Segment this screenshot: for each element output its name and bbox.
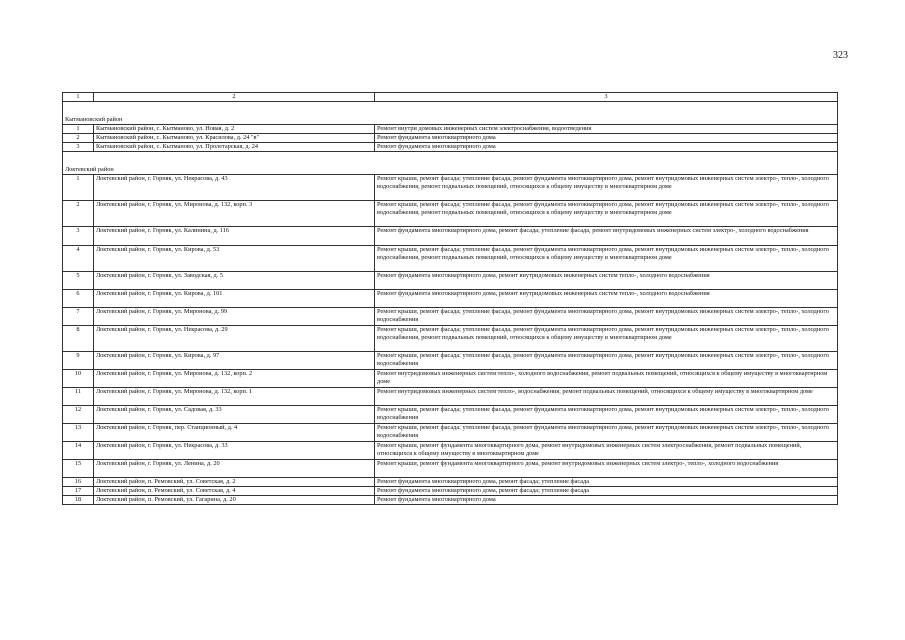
row-works: Ремонт фундамента многоквартирного дома, ремонт фасада; утепление фасада <box>375 487 838 496</box>
table-row <box>63 487 838 496</box>
table-row <box>63 424 838 442</box>
table-row <box>63 143 838 152</box>
row-works: Ремонт фундамента многоквартирного дома, ремонт внутридомовых инженерных систем тепло-, холодного водоснабжения <box>375 272 838 290</box>
row-address: Локтевский район, г. Горняк, ул. Кирова, д. 97 <box>94 352 375 370</box>
table-row <box>63 370 838 388</box>
row-number: 16 <box>63 478 94 487</box>
row-number: 10 <box>63 370 94 388</box>
row-address: Кытмановский район, с. Кытманово, ул. Красилова, д. 24 "в" <box>94 134 375 143</box>
row-number: 15 <box>63 460 94 478</box>
row-address: Кытмановский район, с. Кытманово, ул. Новая, д. 2 <box>94 125 375 134</box>
table-row <box>63 496 838 505</box>
header-col-3: 3 <box>375 93 838 102</box>
row-works: Ремонт крыши, ремонт фасада; утепление фасада, ремонт фундамента многоквартирного дома, ремонт внутридомовых инженерных систем электро-, тепло-, холодного водоснабжения, ремонт подвальных помещений, относящихся к общему имуществу в многоквартирном доме <box>375 175 838 201</box>
row-address: Локтевский район, г. Горняк, ул. Миронова, д. 132, корп. 2 <box>94 370 375 388</box>
row-number: 14 <box>63 442 94 460</box>
section-title: Локтевский район <box>63 152 838 175</box>
row-address: Локтевский район, г. Горняк, ул. Калинина, д. 116 <box>94 227 375 246</box>
section-title: Кытмановский район <box>63 102 838 125</box>
row-address: Локтевский район, г. Горняк, ул. Ленина, д. 20 <box>94 460 375 478</box>
row-address: Локтевский район, г. Горняк, ул. Некрасова, д. 33 <box>94 442 375 460</box>
row-address: Локтевский район, г. Горняк, пер. Станционный, д. 4 <box>94 424 375 442</box>
row-number: 1 <box>63 125 94 134</box>
table-row <box>63 201 838 227</box>
table-row <box>63 460 838 478</box>
table-row <box>63 406 838 424</box>
table-row <box>63 478 838 487</box>
row-number: 6 <box>63 290 94 308</box>
row-works: Ремонт фундамента многоквартирного дома, ремонт внутридомовых инженерных систем тепло-, холодного водоснабжения <box>375 290 838 308</box>
table-row <box>63 290 838 308</box>
row-address: Локтевский район, п. Ремовский, ул. Советская, д. 2 <box>94 478 375 487</box>
table-row <box>63 352 838 370</box>
row-address: Локтевский район, г. Горняк, ул. Заводская, д. 5 <box>94 272 375 290</box>
row-address: Кытмановский район, с. Кытманово, ул. Пролетарская, д. 24 <box>94 143 375 152</box>
section-row <box>63 102 838 125</box>
row-number: 12 <box>63 406 94 424</box>
header-col-1: 1 <box>63 93 94 102</box>
row-address: Локтевский район, г. Горняк, ул. Миронова, д. 99 <box>94 308 375 326</box>
table-row <box>63 125 838 134</box>
row-works: Ремонт фундамента многоквартирного дома <box>375 143 838 152</box>
row-number: 2 <box>63 134 94 143</box>
table-row <box>63 175 838 201</box>
row-address: Локтевский район, г. Горняк, ул. Садовая, д. 33 <box>94 406 375 424</box>
row-works: Ремонт крыши, ремонт фасада; утепление фасада, ремонт фундамента многоквартирного дома, ремонт внутридомовых инженерных систем электро-, тепло-, холодного водоснабжения <box>375 406 838 424</box>
table-row <box>63 308 838 326</box>
row-number: 4 <box>63 246 94 272</box>
row-number: 3 <box>63 227 94 246</box>
row-address: Локтевский район, г. Горняк, ул. Кирова, д. 101 <box>94 290 375 308</box>
row-works: Ремонт крыши, ремонт фасада; утепление фасада, ремонт фундамента многоквартирного дома, ремонт внутридомовых инженерных систем электро-, тепло-, холодного водоснабжения, ремонт подвальных помещений, относящихся к общему имуществу в многоквартирном доме <box>375 201 838 227</box>
table-header-row <box>63 93 838 102</box>
row-works: Ремонт фундамента многоквартирного дома, ремонт фасада; утепление фасада <box>375 478 838 487</box>
row-works: Ремонт крыши, ремонт фундамента многоквартирного дома, ремонт внутридомовых инженерных систем электро-, тепло-, холодного водоснабжения <box>375 460 838 478</box>
row-works: Ремонт крыши, ремонт фундамента многоквартирного дома, ремонт внутридомовых инженерных систем электроснабжения, ремонт подвальных помещений, относящихся к общему имуществу в многоквартирном доме <box>375 442 838 460</box>
row-number: 1 <box>63 175 94 201</box>
repair-program-table <box>62 92 838 505</box>
row-works: Ремонт фундамента многоквартирного дома <box>375 134 838 143</box>
table-row <box>63 326 838 352</box>
row-works: Ремонт фундамента многоквартирного дома <box>375 496 838 505</box>
row-number: 8 <box>63 326 94 352</box>
page-number: 323 <box>833 50 848 61</box>
row-number: 9 <box>63 352 94 370</box>
header-col-2: 2 <box>94 93 375 102</box>
row-address: Локтевский район, г. Горняк, ул. Кирова, д. 53 <box>94 246 375 272</box>
table-row <box>63 442 838 460</box>
table-row <box>63 227 838 246</box>
section-row <box>63 152 838 175</box>
row-address: Локтевский район, п. Ремовский, ул. Советская, д. 4 <box>94 487 375 496</box>
row-works: Ремонт крыши, ремонт фасада; утепление фасада, ремонт фундамента многоквартирного дома, ремонт внутридомовых инженерных систем электро-, тепло-, холодного водоснабжения <box>375 352 838 370</box>
row-works: Ремонт крыши, ремонт фасада; утепление фасада, ремонт фундамента многоквартирного дома, ремонт внутридомовых инженерных систем электро-, тепло-, холодного водоснабжения, ремонт подвальных помещений, относящихся к общему имуществу в многоквартирном доме <box>375 326 838 352</box>
table-row <box>63 388 838 406</box>
row-address: Локтевский район, г. Горняк, ул. Миронова, д. 132, корп. 1 <box>94 388 375 406</box>
row-works: Ремонт крыши, ремонт фасада; утепление фасада, ремонт фундамента многоквартирного дома, ремонт внутридомовых инженерных систем электро-, тепло-, холодного водоснабжения <box>375 424 838 442</box>
row-number: 11 <box>63 388 94 406</box>
row-works: Ремонт внутридомовых инженерных систем тепло-, водоснабжения, ремонт подвальных помещений, относящихся к общему имуществу в многоквартирном доме <box>375 388 838 406</box>
row-address: Локтевский район, г. Горняк, ул. Миронова, д. 132, корп. 3 <box>94 201 375 227</box>
row-number: 13 <box>63 424 94 442</box>
row-number: 17 <box>63 487 94 496</box>
row-address: Локтевский район, г. Горняк, ул. Некрасова, д. 29 <box>94 326 375 352</box>
row-number: 7 <box>63 308 94 326</box>
row-works: Ремонт внутридомовых инженерных систем тепло-, холодного водоснабжения, ремонт подвальных помещений, относящихся к общему имуществу в многоквартирном доме <box>375 370 838 388</box>
row-address: Локтевский район, п. Ремовский, ул. Гагарина, д. 20 <box>94 496 375 505</box>
row-works: Ремонт крыши, ремонт фасада; утепление фасада, ремонт фундамента многоквартирного дома, ремонт внутридомовых инженерных систем электро-, тепло-, холодного водоснабжения, ремонт подвальных помещений, относящихся к общему имуществу в многоквартирном доме <box>375 246 838 272</box>
row-number: 5 <box>63 272 94 290</box>
row-works: Ремонт крыши, ремонт фасада; утепление фасада, ремонт фундамента многоквартирного дома, ремонт внутридомовых инженерных систем электро-, тепло-, холодного водоснабжения <box>375 308 838 326</box>
row-number: 2 <box>63 201 94 227</box>
row-works: Ремонт внутри домовых инженерных систем электроснабжения, водоотведения <box>375 125 838 134</box>
table-row <box>63 272 838 290</box>
row-number: 18 <box>63 496 94 505</box>
row-works: Ремонт фундамента многоквартирного дома, ремонт фасада; утепление фасада, ремонт внутридомовых инженерных систем электро-, холодного водоснабжения <box>375 227 838 246</box>
table-row <box>63 134 838 143</box>
row-number: 3 <box>63 143 94 152</box>
row-address: Локтевский район, г. Горняк, ул. Некрасова, д. 43 <box>94 175 375 201</box>
table-row <box>63 246 838 272</box>
